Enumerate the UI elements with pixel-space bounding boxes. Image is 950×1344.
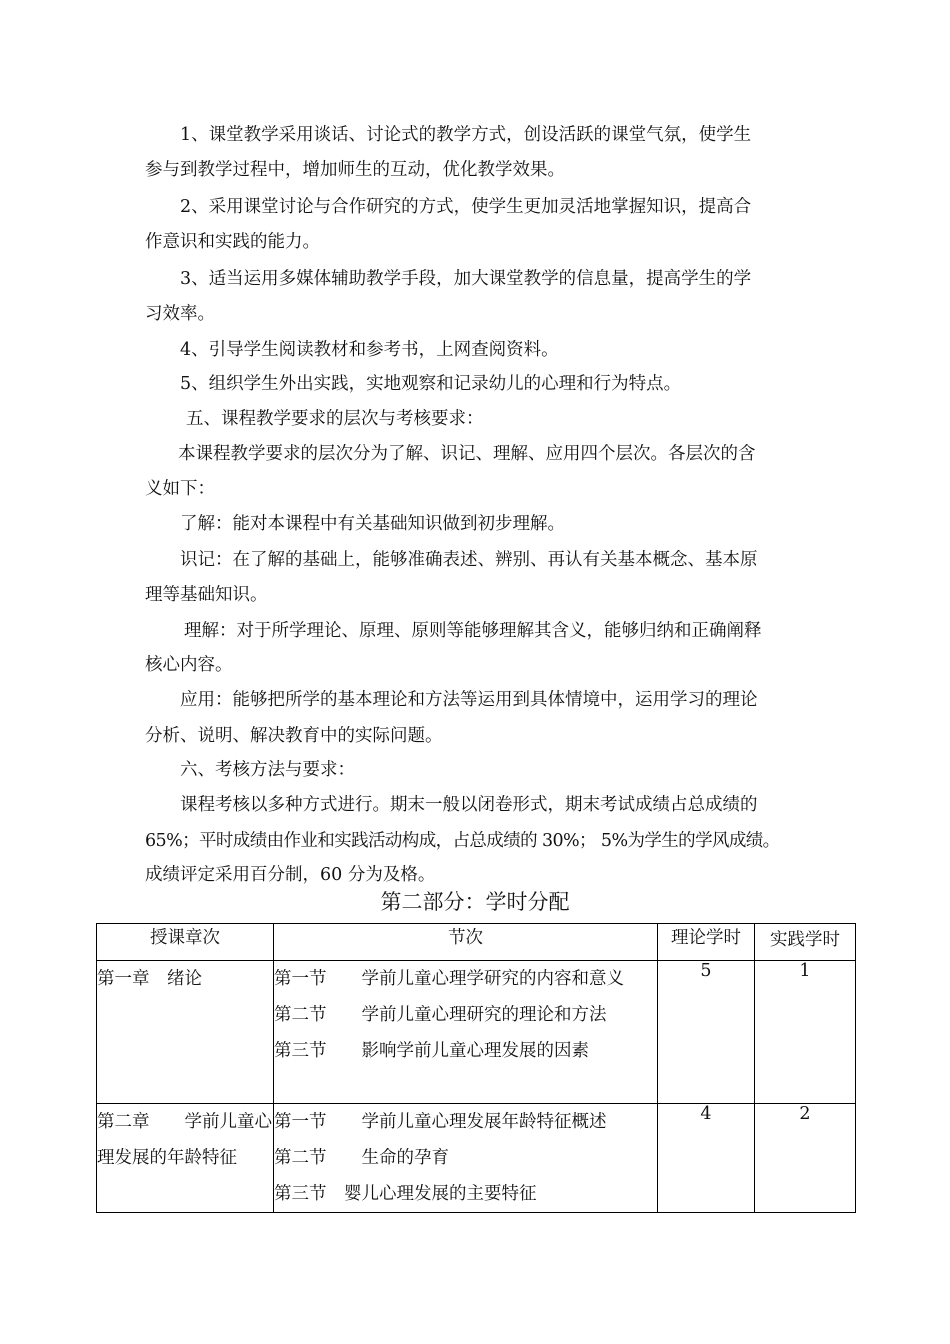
theory-hours-cell: 4 [658,1104,755,1213]
paragraph-line: 识记：在了解的基础上，能够准确表述、辨别、再认有关基本概念、基本原 [180,550,758,570]
class-hours-table [96,923,856,1213]
section-heading: 五、课程教学要求的层次与考核要求： [186,409,484,429]
paragraph-line: 理等基础知识。 [145,585,268,605]
paragraph-line: 1、课堂教学采用谈话、讨论式的教学方式，创设活跃的课堂气氛，使学生 [180,125,752,145]
header-practice-hours: 实践学时 [755,924,856,961]
section-item: 第一节 学前儿童心理发展年龄特征概述 [274,1112,607,1132]
table-header-row [97,924,856,961]
table-row [97,1104,856,1213]
section-item: 第二节 学前儿童心理研究的理论和方法 [274,1005,607,1025]
paragraph-line: 了解：能对本课程中有关基础知识做到初步理解。 [180,514,565,534]
practice-hours-cell: 1 [755,961,856,1104]
paragraph-line: 5、组织学生外出实践，实地观察和记录幼儿的心理和行为特点。 [180,374,682,394]
paragraph-line: 作意识和实践的能力。 [145,232,320,252]
sections-cell [274,1104,658,1213]
paragraph-line: 义如下： [145,479,215,499]
section-title: 第二部分：学时分配 [380,890,570,914]
paragraph-line: 应用：能够把所学的基本理论和方法等运用到具体情境中，运用学习的理论 [180,690,758,710]
paragraph-line: 成绩评定采用百分制，60 分为及格。 [145,865,436,885]
paragraph-line: 参与到教学过程中，增加师生的互动，优化教学效果。 [145,160,565,180]
chapter-cell: 第一章 绪论 [97,961,274,1104]
paragraph-line: 3、适当运用多媒体辅助教学手段，加大课堂教学的信息量，提高学生的学 [180,269,752,289]
paragraph-line: 2、采用课堂讨论与合作研究的方式，使学生更加灵活地掌握知识，提高合 [180,197,752,217]
section-heading: 六、考核方法与要求： [180,760,355,780]
section-item: 第二节 生命的孕育 [274,1148,449,1168]
paragraph-line: 课程考核以多种方式进行。期末一般以闭卷形式，期末考试成绩占总成绩的 [180,795,758,815]
section-item: 第三节 影响学前儿童心理发展的因素 [274,1041,589,1061]
paragraph-line: 分析、说明、解决教育中的实际问题。 [145,726,443,746]
paragraph-line: 理解：对于所学理论、原理、原则等能够理解其含义，能够归纳和正确阐释 [184,621,762,641]
table-row [97,961,856,1104]
paragraph-line: 65%；平时成绩由作业和实践活动构成，占总成绩的 30%； 5%为学生的学风成绩。 [145,831,780,851]
header-chapter: 授课章次 [97,924,274,961]
paragraph-line: 习效率。 [145,304,215,324]
section-item: 第三节 婴儿心理发展的主要特征 [274,1184,537,1204]
theory-hours-cell: 5 [658,961,755,1104]
sections-cell [274,961,658,1104]
chapter-cell: 第二章 学前儿童心理发展的年龄特征 [97,1104,274,1213]
header-section: 节次 [274,924,658,961]
practice-hours-cell: 2 [755,1104,856,1213]
paragraph-line: 4、引导学生阅读教材和参考书，上网查阅资料。 [180,340,559,360]
paragraph-line: 核心内容。 [145,655,233,675]
header-theory-hours: 理论学时 [658,924,755,961]
section-item: 第一节 学前儿童心理学研究的内容和意义 [274,969,624,989]
paragraph-line: 本课程教学要求的层次分为了解、识记、理解、应用四个层次。各层次的含 [178,444,756,464]
